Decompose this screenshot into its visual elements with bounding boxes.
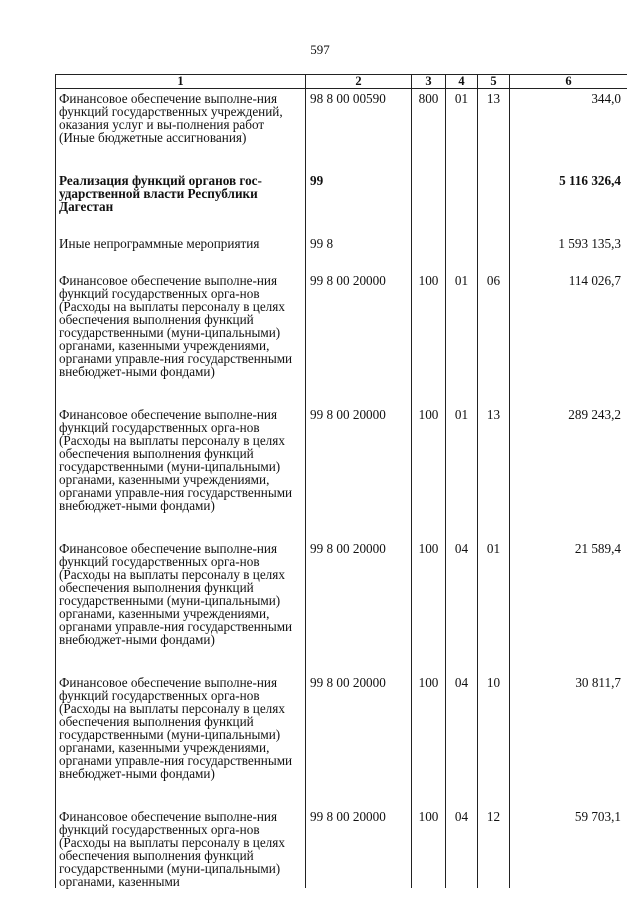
row-name: Финансовое обеспечение выполне-ния функций государственных орга-нов (Расходы на выплаты персоналу в целях обеспечения выполнения функций государственными (муни-ципальными) органами, казенными — [56, 807, 306, 888]
row-section: 04 — [446, 807, 478, 888]
row-amount: 21 589,4 — [510, 539, 628, 646]
row-subsection — [478, 234, 510, 250]
row-target-code: 99 8 — [306, 234, 412, 250]
row-section: 01 — [446, 405, 478, 512]
row-name: Финансовое обеспечение выполне-ния функций государственных орга-нов (Расходы на выплаты персоналу в целях обеспечения выполнения функций государственными (муни-ципальными) органами, казенными учреждениями, органами управле-ния государственными внебюджет-ными фондами) — [56, 673, 306, 780]
row-spacer — [56, 250, 628, 271]
row-section: 01 — [446, 89, 478, 145]
row-target-code: 99 8 00 20000 — [306, 673, 412, 780]
row-name: Реализация функций органов гос-ударственной власти Республики Дагестан — [56, 171, 306, 213]
table-row — [56, 539, 628, 646]
row-name: Финансовое обеспечение выполне-ния функций государственных орга-нов (Расходы на выплаты персоналу в целях обеспечения выполнения функций государственными (муни-ципальными) органами, казенными учреждениями, органами управле-ния государственными внебюджет-ными фондами) — [56, 405, 306, 512]
row-section: 01 — [446, 271, 478, 378]
row-name: Финансовое обеспечение выполне-ния функций государственных орга-нов (Расходы на выплаты персоналу в целях обеспечения выполнения функций государственными (муни-ципальными) органами, казенными учреждениями, органами управле-ния государственными внебюджет-ными фондами) — [56, 271, 306, 378]
header-col-5: 5 — [478, 75, 510, 89]
row-expense-type: 100 — [412, 539, 446, 646]
row-amount: 289 243,2 — [510, 405, 628, 512]
row-subsection: 13 — [478, 89, 510, 145]
table-row — [56, 271, 628, 378]
row-subsection: 01 — [478, 539, 510, 646]
header-row — [56, 75, 628, 89]
table-row — [56, 807, 628, 888]
row-section — [446, 171, 478, 213]
row-expense-type: 100 — [412, 673, 446, 780]
row-subsection: 13 — [478, 405, 510, 512]
budget-table-wrapper — [55, 74, 627, 905]
header-col-6: 6 — [510, 75, 628, 89]
row-target-code: 99 — [306, 171, 412, 213]
table-row — [56, 673, 628, 780]
row-expense-type: 100 — [412, 405, 446, 512]
row-subsection: 10 — [478, 673, 510, 780]
row-target-code: 98 8 00 00590 — [306, 89, 412, 145]
header-col-4: 4 — [446, 75, 478, 89]
row-target-code: 99 8 00 20000 — [306, 271, 412, 378]
row-name: Финансовое обеспечение выполне-ния функций государственных учреждений, оказания услуг и вы-полнения работ (Иные бюджетные ассигнования) — [56, 89, 306, 145]
row-amount: 59 703,1 — [510, 807, 628, 888]
row-spacer — [56, 512, 628, 539]
page-number: 597 — [310, 42, 330, 57]
row-subsection: 06 — [478, 271, 510, 378]
row-section: 04 — [446, 673, 478, 780]
row-expense-type — [412, 171, 446, 213]
row-subsection — [478, 171, 510, 213]
header-col-2: 2 — [306, 75, 412, 89]
row-amount: 114 026,7 — [510, 271, 628, 378]
row-expense-type: 800 — [412, 89, 446, 145]
row-section: 04 — [446, 539, 478, 646]
row-expense-type: 100 — [412, 807, 446, 888]
table-row — [56, 89, 628, 145]
row-amount: 1 593 135,3 — [510, 234, 628, 250]
row-section — [446, 234, 478, 250]
row-expense-type: 100 — [412, 271, 446, 378]
row-target-code: 99 8 00 20000 — [306, 539, 412, 646]
header-col-3: 3 — [412, 75, 446, 89]
row-expense-type — [412, 234, 446, 250]
row-amount: 5 116 326,4 — [510, 171, 628, 213]
table-row — [56, 405, 628, 512]
row-spacer — [56, 213, 628, 234]
row-spacer — [56, 378, 628, 405]
row-spacer — [56, 646, 628, 673]
row-name: Иные непрограммные мероприятия — [56, 234, 306, 250]
row-amount: 30 811,7 — [510, 673, 628, 780]
table-row — [56, 234, 628, 250]
row-amount: 344,0 — [510, 89, 628, 145]
header-col-1: 1 — [56, 75, 306, 89]
row-subsection: 12 — [478, 807, 510, 888]
budget-table — [55, 74, 627, 888]
row-spacer — [56, 780, 628, 807]
row-name: Финансовое обеспечение выполне-ния функций государственных орга-нов (Расходы на выплаты персоналу в целях обеспечения выполнения функций государственными (муни-ципальными) органами, казенными учреждениями, органами управле-ния государственными внебюджет-ными фондами) — [56, 539, 306, 646]
table-row-section-heading — [56, 171, 628, 213]
row-spacer — [56, 144, 628, 171]
row-target-code: 99 8 00 20000 — [306, 807, 412, 888]
row-target-code: 99 8 00 20000 — [306, 405, 412, 512]
